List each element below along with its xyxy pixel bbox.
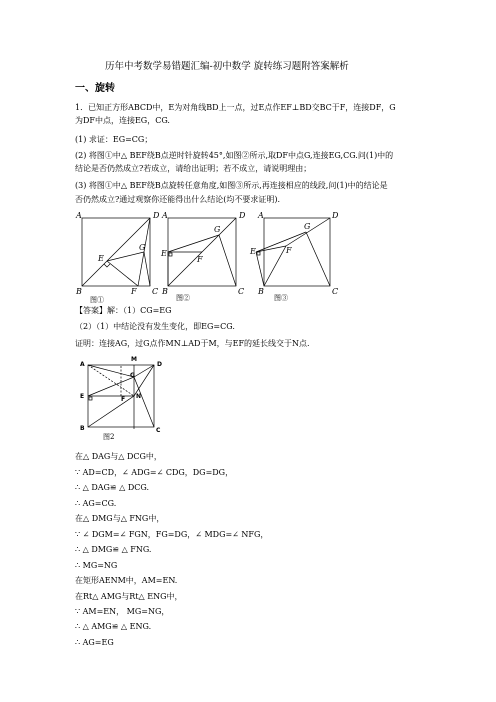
answer-line: 证明：连接AG，过G点作MN⊥AD于M，与EF的延长线交于N点. [75,339,310,348]
point-label: F [121,396,126,403]
point-label: C [156,427,161,434]
point-label: E [80,393,85,400]
proof-line: ∴ AG=EG [75,638,114,647]
point-label: A [80,361,85,368]
point-label: C [332,287,339,296]
point-label: F [131,287,137,296]
figure-caption: 图③ [274,294,288,302]
point-label: B [258,287,264,296]
page-title: 历年中考数学易错题汇编-初中数学 旋转练习题附答案解析 [105,61,349,72]
point-label: C [238,287,245,296]
point-label: C [152,287,159,296]
proof-figure [79,354,169,439]
problem-line: (3) 将图①中△ BEF绕B点旋转任意角度,如图③所示,再连接相应的线段,问(1)中的结论是 [75,181,388,190]
point-label: G [130,372,135,379]
point-label: G [139,243,146,252]
point-label: D [239,211,246,220]
problem-line: (1) 求证：EG=CG； [75,135,153,144]
proof-line: ∴ △ DAG≌ △ DCG. [75,483,150,492]
point-label: D [157,361,162,368]
proof-line: 在△ DAG与△ DCG中， [75,452,162,461]
point-label: E [98,254,104,263]
proof-line: ∵ ∠ DGM=∠ FGN，FG=DG，∠ MDG=∠ NFG， [75,530,269,539]
point-label: A [162,211,168,220]
proof-line: 在△ DMG与△ FNG中， [75,514,165,523]
proof-line: ∴ △ AMG≌ △ ENG. [75,622,152,631]
point-label: M [131,356,137,363]
point-label: D [153,211,160,220]
point-label: E [250,247,256,256]
section-heading: 一、旋转 [75,83,115,94]
figure-caption: 图② [176,294,190,302]
problem-line: (2) 将图①中△ BEF绕B点逆时针旋转45°,如图②所示,取DF中点G,连接EG,CG.问(1)中的 [75,151,394,160]
point-label: G [214,225,221,234]
figure-2 [162,210,247,305]
answer-line: 【答案】解：（1）CG=EG [75,306,172,315]
answer-line: （2）（1）中结论没有发生变化，即EG=CG. [75,322,235,331]
proof-line: ∴ MG=NG [75,561,118,570]
point-label: A [258,211,264,220]
proof-line: ∵ AD=CD，∠ ADG=∠ CDG，DG=DG， [75,468,234,477]
point-label: F [197,255,203,264]
figure-caption: 图2 [103,433,115,441]
point-label: F [286,246,292,255]
figure-caption: 图① [90,296,104,304]
point-label: B [80,425,85,432]
point-label: N [136,393,142,400]
figure-3 [250,210,339,305]
figure-1 [76,210,161,305]
proof-line: 在Rt△ AMG与Rt△ ENG中， [75,592,183,601]
problem-line: 结论是否仍然成立?若成立，请给出证明；若不成立，请说明理由； [75,164,312,173]
point-label: D [332,211,339,220]
point-label: A [76,211,82,220]
problem-line: 为DF中点，连接EG，CG. [75,116,170,125]
proof-line: ∴ AG=CG. [75,499,117,508]
problem-line: 否仍然成立?通过观察你还能得出什么结论(均不要求证明). [75,195,281,204]
proof-line: ∴ △ DMG≌ △ FNG. [75,545,152,554]
proof-line: ∵ AM=EN， MG=NG， [75,607,170,616]
point-label: B [162,287,168,296]
point-label: G [304,222,311,231]
point-label: E [161,249,167,258]
problem-line: 1．已知正方形ABCD中，E为对角线BD上一点，过E点作EF⊥BD交BC于F，连接DF，G [75,103,396,112]
proof-line: 在矩形AENM中，AM=EN. [75,576,178,585]
point-label: B [76,287,82,296]
